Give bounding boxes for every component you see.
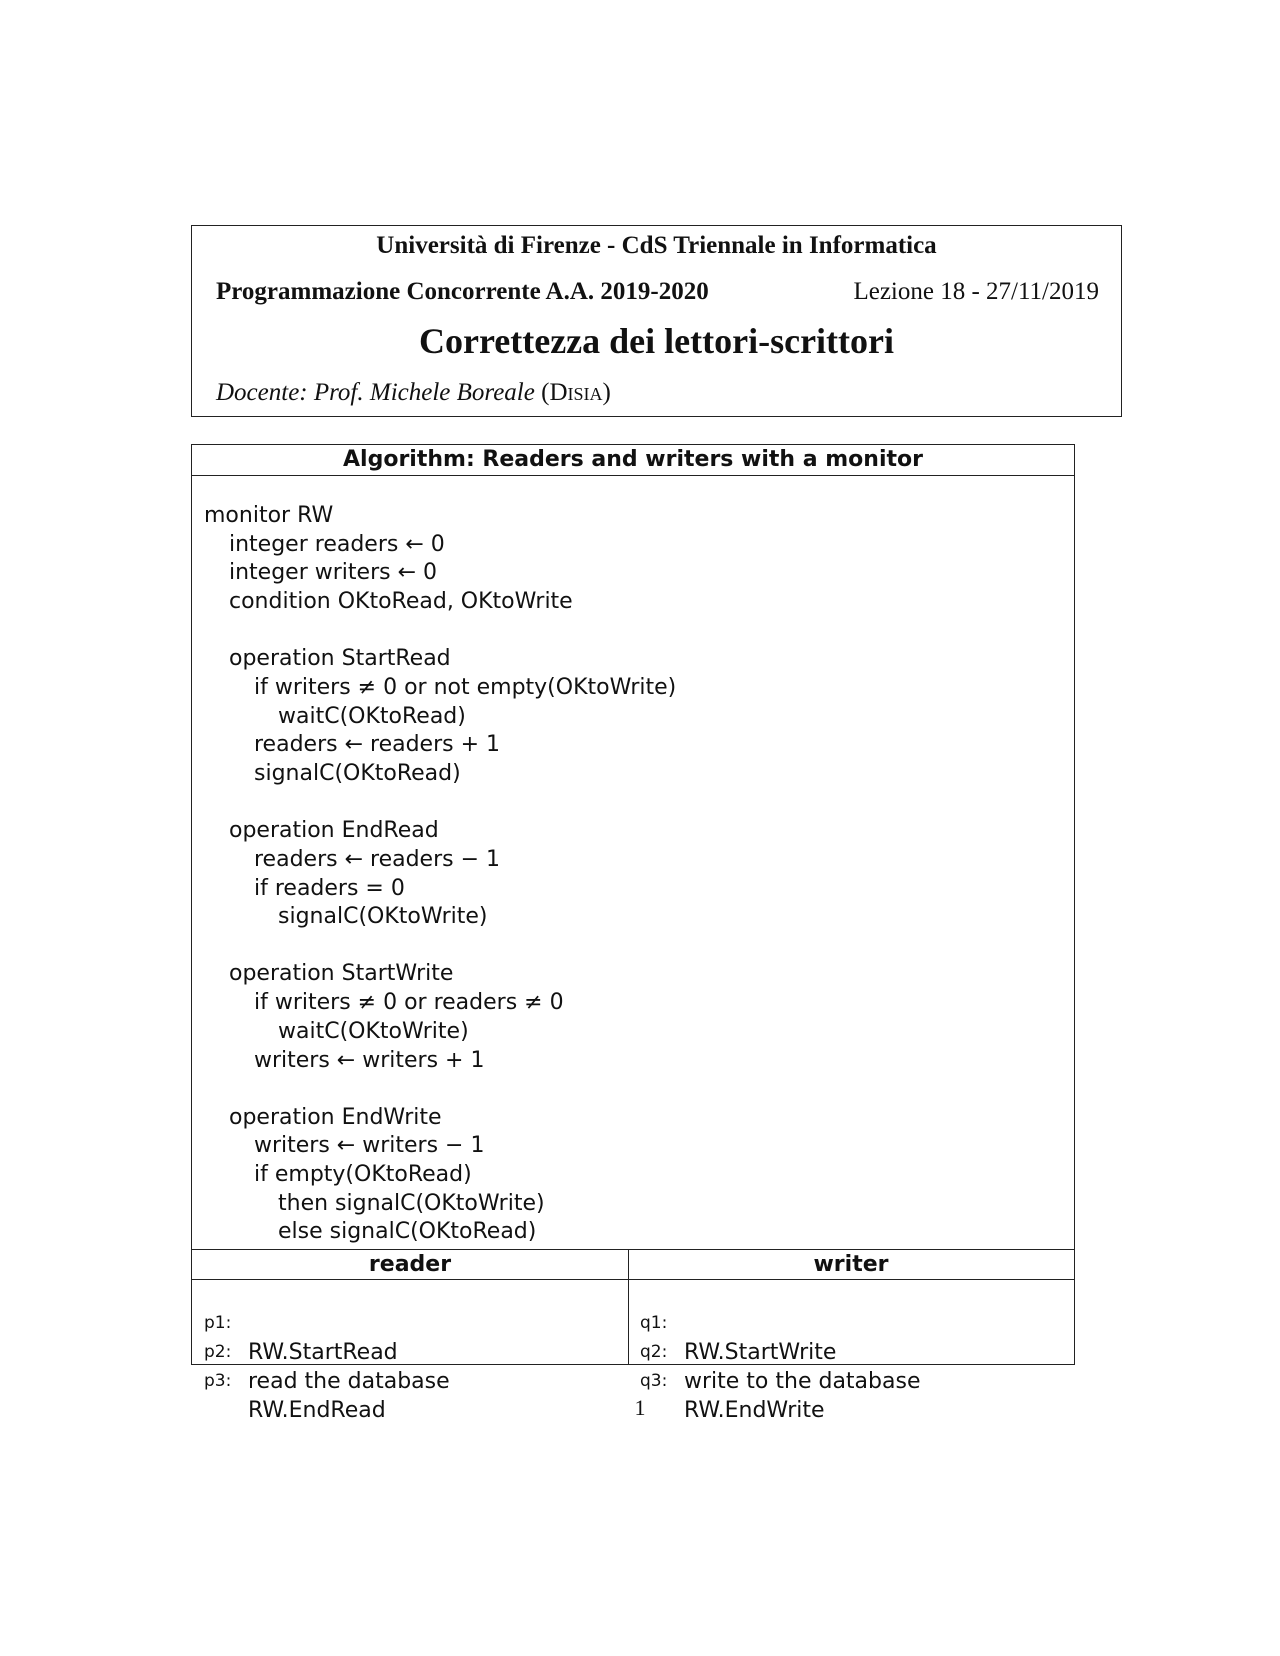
code-line: if empty(OKtoRead) <box>254 1162 472 1188</box>
code-line: readers ← readers − 1 <box>254 846 501 872</box>
code-line: integer writers ← 0 <box>229 560 437 586</box>
line-label: q1: <box>640 1313 668 1333</box>
teacher-line <box>216 379 611 407</box>
code-line: waitC(OKtoRead) <box>278 703 466 729</box>
lecture-header <box>191 225 1122 417</box>
statement: RW.EndRead <box>248 1398 386 1423</box>
code-line: operation StartRead <box>229 646 451 672</box>
blank-line <box>204 932 1064 961</box>
code-line: waitC(OKtoWrite) <box>278 1018 469 1044</box>
algorithm-box <box>191 444 1075 1423</box>
statement: RW.StartRead <box>248 1340 398 1365</box>
writer-header: writer <box>628 1250 1074 1280</box>
line-label: q2: <box>640 1342 668 1362</box>
algorithm-title: Algorithm: Readers and writers with a monitor <box>192 445 1074 476</box>
teacher-affiliation: Disia <box>549 379 603 406</box>
code-line: else signalC(OKtoRead) <box>278 1219 537 1245</box>
lecture-line: Lezione 18 - 27/11/2019 <box>853 278 1099 305</box>
code-line: writers ← writers + 1 <box>254 1047 485 1073</box>
affiliation-close: ) <box>602 379 611 406</box>
code-line: writers ← writers − 1 <box>254 1133 485 1159</box>
line-label: p2: <box>204 1342 232 1362</box>
reader-column <box>192 1250 629 1423</box>
page-title: Correttezza dei lettori-scrittori <box>418 321 895 361</box>
blank-line <box>204 617 1064 646</box>
code-line: then signalC(OKtoWrite) <box>278 1190 545 1216</box>
code-line: operation StartWrite <box>229 961 454 987</box>
monitor-code <box>204 502 1064 1247</box>
code-line: signalC(OKtoRead) <box>254 761 461 786</box>
code-line: if writers ≠ 0 or readers ≠ 0 <box>254 990 564 1016</box>
code-line: if writers ≠ 0 or not empty(OKtoWrite) <box>254 674 677 700</box>
statement: RW.StartWrite <box>684 1340 837 1365</box>
writer-column <box>628 1250 1074 1423</box>
code-line: operation EndWrite <box>229 1104 442 1130</box>
reader-header: reader <box>192 1250 628 1280</box>
blank-line <box>204 789 1064 818</box>
code-line: condition OKtoRead, OKtoWrite <box>229 589 573 615</box>
course-line: Programmazione Concorrente A.A. 2019-2020 <box>216 278 709 305</box>
code-line: operation EndRead <box>229 818 439 844</box>
code-line: signalC(OKtoWrite) <box>278 904 488 930</box>
university-line: Università di Firenze - CdS Triennale in Informatica <box>376 232 937 259</box>
line-label: p3: <box>204 1371 232 1391</box>
statement: RW.EndWrite <box>684 1398 825 1423</box>
code-line: integer readers ← 0 <box>229 531 445 557</box>
process-table <box>192 1249 1074 1423</box>
line-label: p1: <box>204 1313 232 1333</box>
line-label: q3: <box>640 1371 668 1391</box>
teacher-name: Docente: Prof. Michele Boreale <box>216 379 535 406</box>
statement: read the database <box>248 1369 450 1394</box>
code-line: if readers = 0 <box>254 875 405 901</box>
blank-line <box>204 1075 1064 1104</box>
affiliation-open: ( <box>541 379 550 406</box>
code-line: readers ← readers + 1 <box>254 732 501 758</box>
statement: write to the database <box>684 1369 921 1394</box>
page-number: 1 <box>634 1395 646 1420</box>
code-line: monitor RW <box>204 503 334 528</box>
